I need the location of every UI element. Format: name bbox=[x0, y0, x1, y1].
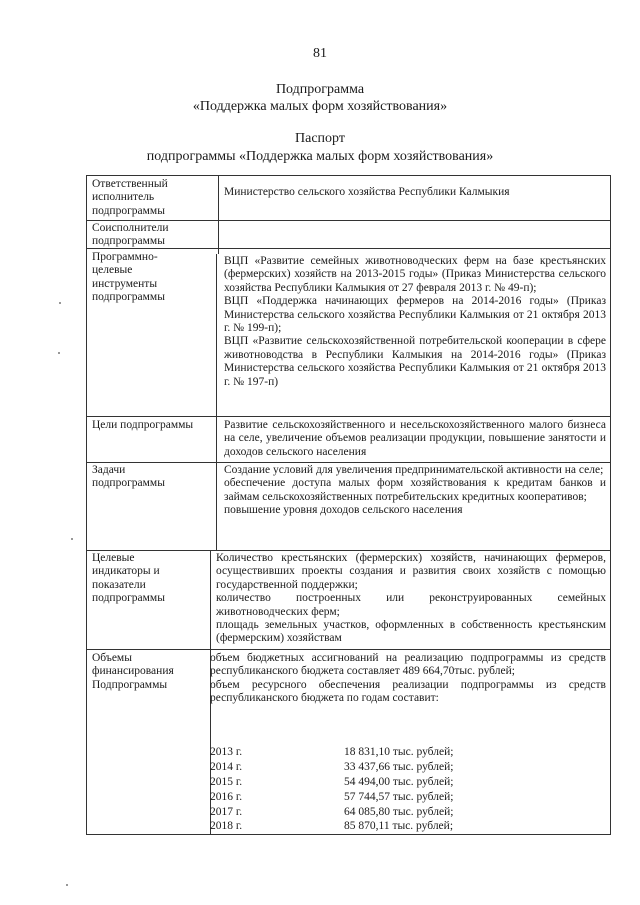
row-label-instruments: Программно- целевые инструменты подпрограммы bbox=[92, 251, 165, 304]
row-value-financing: объем бюджетных ассигнований на реализацию подпрограммы из средств республиканского бюджета составляет 489 664,70тыс. рублей; объем ресурсного обеспечения реализации подпрограммы из средств республиканского бюджета по годам составит: bbox=[210, 652, 606, 705]
row-value-goals: Развитие сельскохозяйственного и несельскохозяйственного малого бизнеса на селе, увеличение объемов реализации продукции, повышение занятости и доходов сельского населения bbox=[224, 419, 606, 458]
row-divider bbox=[86, 649, 611, 650]
table-border-left bbox=[86, 175, 87, 835]
financing-amount: 85 870,11 тыс. рублей; bbox=[344, 820, 454, 832]
page-number: 81 bbox=[313, 46, 327, 61]
row-value-responsible: Министерство сельского хозяйства Республики Калмыкия bbox=[224, 186, 510, 198]
row-divider bbox=[86, 175, 611, 176]
scan-speck bbox=[59, 302, 61, 304]
row-label-goals: Цели подпрограммы bbox=[92, 419, 194, 431]
financing-year: 2016 г. bbox=[210, 791, 243, 803]
row-divider bbox=[86, 416, 611, 417]
financing-amount: 54 494,00 тыс. рублей; bbox=[344, 776, 454, 788]
row-label-financing: Объемы финансирования Подпрограммы bbox=[92, 652, 174, 691]
financing-amount: 57 744,57 тыс. рублей; bbox=[344, 791, 454, 803]
subprogram-name: «Поддержка малых форм хозяйствования» bbox=[192, 99, 448, 114]
row-value-instruments: ВЦП «Развитие семейных животноводческих ферм на базе крестьянских (фермерских) хозяйств на 2013-2015 годы» (Приказ Министерства сельского хозяйства Республики Калмыкия от 27 февраля 2013 г. № 49-п); ВЦП «Поддержка начинающих фермеров на 2014-2016 годы» (Приказ Министерства сельского хозяйства Республики Калмыкия от 21 октября 2013 г. № 199-п); ВЦП «Развитие сельскохозяйственной потребительской кооперации в сфере животноводства в Республики Калмыкия на 2014-2016 годы» (Приказ Министерства сельского хозяйства Республики Калмыкия от 21 октября 2013 г. № 197-п) bbox=[224, 255, 606, 388]
financing-year: 2013 г. bbox=[210, 746, 243, 758]
financing-amount: 18 831,10 тыс. рублей; bbox=[344, 746, 454, 758]
row-value-tasks: Создание условий для увеличения предпринимательской активности на селе; обеспечение доступа малых форм хозяйствования к кредитам банков и займам сельскохозяйственных потребительских кредитных кооперативов; повышение уровня доходов сельского населения bbox=[224, 464, 606, 517]
column-divider bbox=[218, 175, 219, 254]
scan-speck bbox=[71, 538, 73, 540]
row-divider bbox=[86, 550, 611, 551]
financing-year: 2014 г. bbox=[210, 761, 243, 773]
row-divider bbox=[86, 462, 611, 463]
column-divider bbox=[216, 254, 217, 550]
subprogram-title: Подпрограмма bbox=[275, 82, 365, 97]
row-label-responsible: Ответственный исполнитель подпрограммы bbox=[92, 178, 168, 217]
scan-speck bbox=[58, 352, 60, 354]
table-border-bottom bbox=[86, 834, 611, 835]
row-value-indicators: Количество крестьянских (фермерских) хозяйств, начинающих фермеров, осуществивших проекты создания и развития своих хозяйств с помощью государственной поддержки; количество построенных или реконструированных семейных животноводческих ферм; площадь земельных участков, оформленных в собственность крестьянским (фермерским) хозяйствам bbox=[216, 552, 606, 645]
financing-amount: 64 085,80 тыс. рублей; bbox=[344, 806, 454, 818]
row-label-indicators: Целевые индикаторы и показатели подпрограммы bbox=[92, 552, 165, 605]
row-label-coexecutors: Соисполнители подпрограммы bbox=[92, 222, 169, 248]
financing-year: 2015 г. bbox=[210, 776, 243, 788]
passport-subtitle: подпрограммы «Поддержка малых форм хозяйствования» bbox=[146, 149, 494, 164]
row-divider bbox=[86, 220, 611, 221]
passport-table bbox=[86, 175, 611, 835]
row-label-tasks: Задачи подпрограммы bbox=[92, 464, 165, 490]
scan-speck bbox=[66, 884, 68, 886]
financing-amount: 33 437,66 тыс. рублей; bbox=[344, 761, 454, 773]
table-border-right bbox=[610, 175, 611, 835]
passport-title: Паспорт bbox=[295, 131, 345, 146]
financing-year: 2017 г. bbox=[210, 806, 243, 818]
financing-year: 2018 г. bbox=[210, 820, 243, 832]
